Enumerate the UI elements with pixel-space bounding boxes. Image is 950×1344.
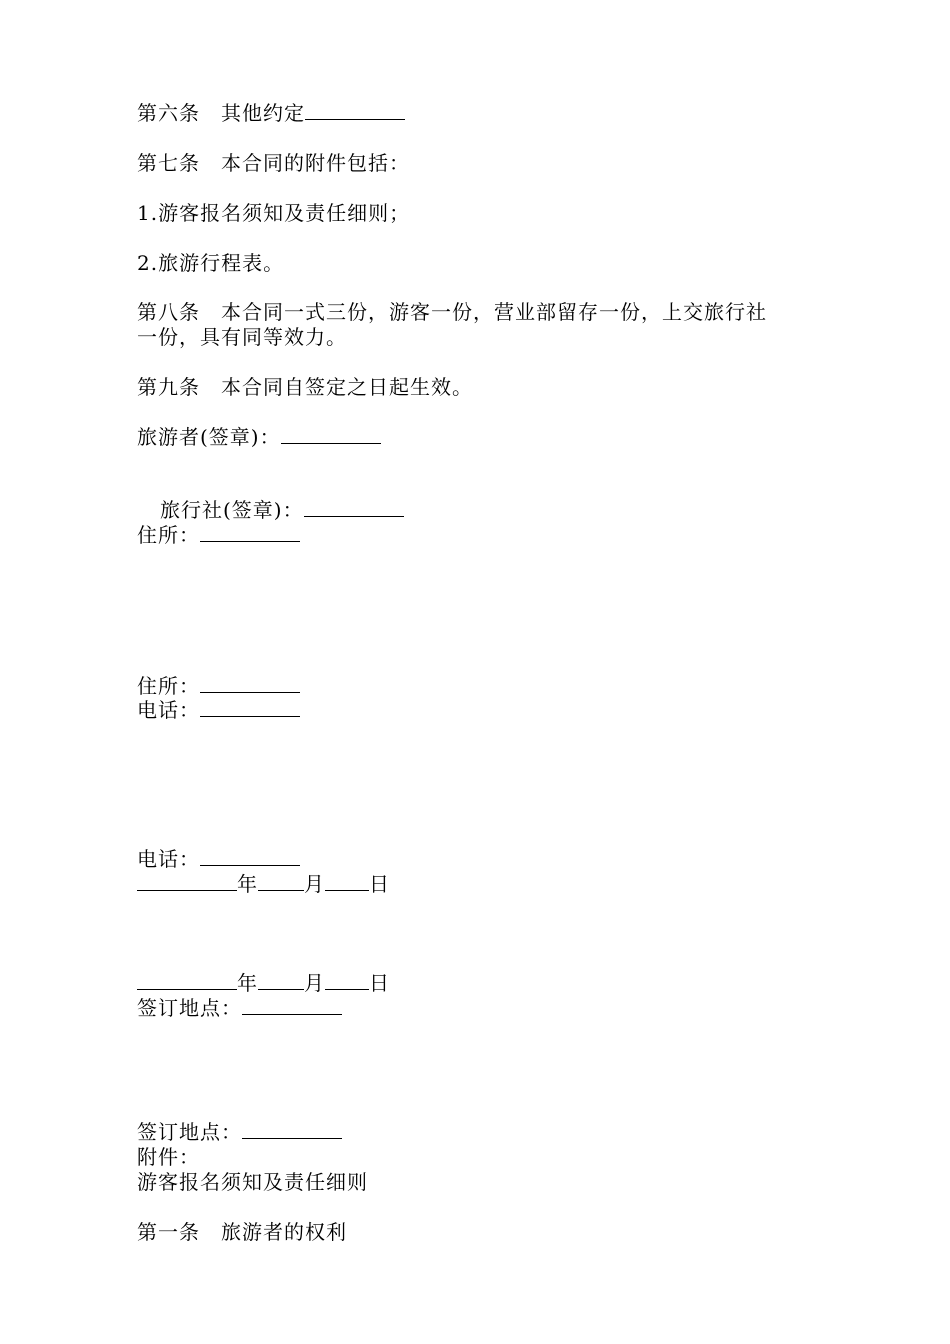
signing-place-label-2: 签订地点： [137, 1120, 242, 1144]
attachment-item-2-text: 2.旅游行程表。 [137, 251, 285, 275]
blank-field [281, 425, 381, 444]
article-7-text: 第七条 本合同的附件包括： [137, 151, 410, 175]
tourist-signature [137, 425, 381, 449]
address-line-1 [137, 523, 300, 547]
blank-field [200, 523, 300, 542]
blank-field [242, 996, 342, 1015]
article-8-line-2 [137, 325, 347, 349]
phone-label-1: 电话： [137, 698, 200, 722]
article-8-text-2: 一份，具有同等效力。 [137, 325, 347, 349]
blank-field [137, 872, 237, 891]
article-9-text: 第九条 本合同自签定之日起生效。 [137, 375, 473, 399]
blank-field [325, 872, 369, 891]
year-label: 年 [237, 872, 258, 896]
phone-label-2: 电话： [137, 847, 200, 871]
day-label: 日 [369, 971, 390, 995]
attachment-title-text: 游客报名须知及责任细则 [137, 1170, 368, 1194]
agency-signature [160, 498, 404, 522]
address-label-1: 住所： [137, 523, 200, 547]
blank-field [325, 971, 369, 990]
attachment-title [137, 1170, 368, 1194]
attachment-item-1 [137, 201, 410, 225]
blank-field [258, 872, 304, 891]
article-9 [137, 375, 473, 399]
phone-line-2 [137, 847, 300, 871]
date-line-1 [137, 872, 390, 896]
month-label: 月 [304, 872, 325, 896]
year-label: 年 [237, 971, 258, 995]
tourist-signature-label: 旅游者(签章)： [137, 425, 281, 449]
attachment-article-1-text: 第一条 旅游者的权利 [137, 1220, 347, 1244]
blank-field [258, 971, 304, 990]
signing-place-line-2 [137, 1120, 342, 1144]
article-8-text-1: 第八条 本合同一式三份，游客一份，营业部留存一份，上交旅行社 [137, 300, 767, 324]
blank-field [304, 498, 404, 517]
article-7 [137, 151, 410, 175]
attachment-item-1-text: 1.游客报名须知及责任细则； [137, 201, 411, 225]
date-line-2 [137, 971, 390, 995]
blank-field [242, 1120, 342, 1139]
day-label: 日 [369, 872, 390, 896]
signing-place-line-1 [137, 996, 342, 1020]
blank-field [305, 101, 405, 120]
signing-place-label-1: 签订地点： [137, 996, 242, 1020]
article-6-text: 第六条 其他约定 [137, 101, 305, 125]
agency-signature-label: 旅行社(签章)： [160, 498, 304, 522]
address-line-2 [137, 674, 300, 698]
month-label: 月 [304, 971, 325, 995]
article-8-line-1 [137, 300, 767, 324]
address-label-2: 住所： [137, 674, 200, 698]
article-6 [137, 101, 405, 125]
phone-line-1 [137, 698, 300, 722]
attachment-label [137, 1145, 200, 1169]
attachment-article-1 [137, 1220, 347, 1244]
blank-field [137, 971, 237, 990]
blank-field [200, 847, 300, 866]
blank-field [200, 674, 300, 693]
attachment-item-2 [137, 251, 284, 275]
blank-field [200, 698, 300, 717]
attachment-label-text: 附件： [137, 1145, 200, 1169]
